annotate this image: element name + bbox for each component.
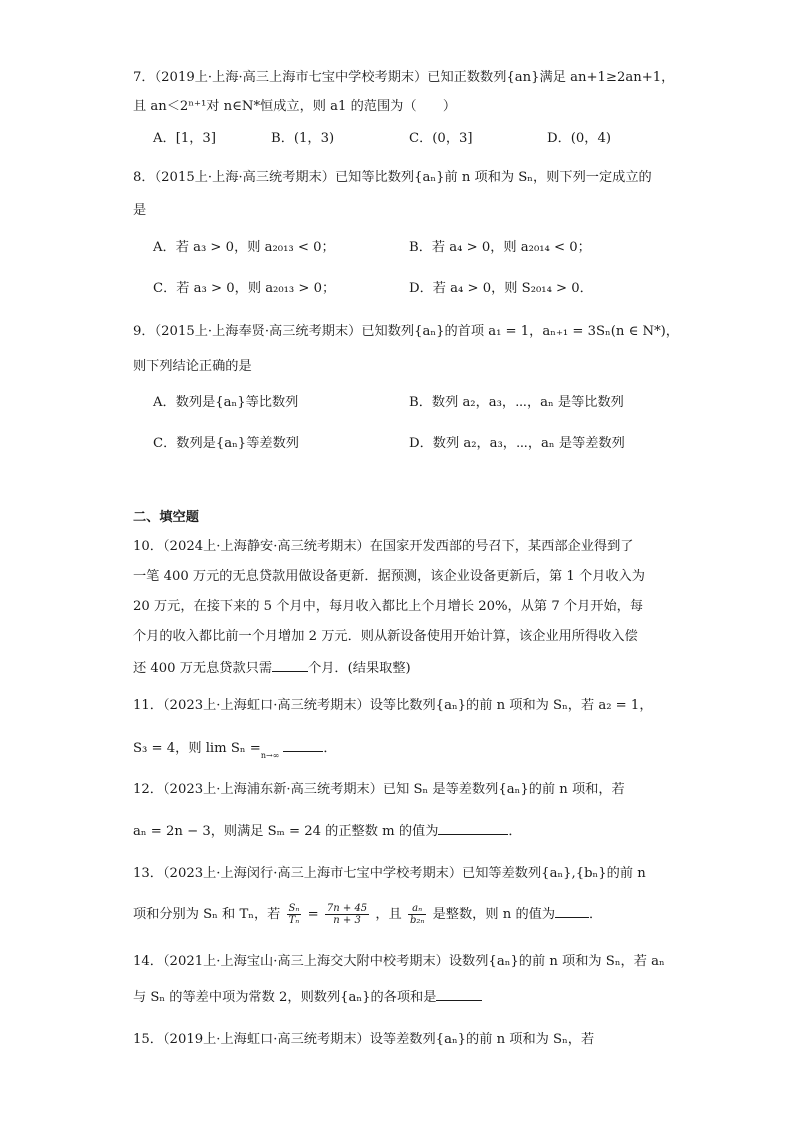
q13-line2-post: 是整数，则 n 的值为 — [432, 907, 556, 922]
q13-fraction-a-over-b — [408, 903, 426, 926]
q11-line2 — [133, 737, 673, 766]
q12-answer-blank[interactable] — [438, 820, 508, 835]
q15-line1: 15．（2019上·上海虹口·高三统考期末）设等差数列{aₙ}的前 n 项和为 Sₙ，若 — [133, 1032, 595, 1047]
q14-line2 — [133, 986, 673, 1008]
q8-option-d: D．若 a₄ > 0，则 S₂₀₁₄ > 0． — [409, 281, 593, 296]
q8-stem-line2: 是 — [133, 203, 147, 218]
q8-option-b: B．若 a₄ > 0，则 a₂₀₁₄ < 0； — [409, 240, 591, 255]
q9-option-d: D．数列 a₂，a₃，⋯，aₙ 是等差数列 — [409, 436, 625, 451]
q13-line2 — [133, 900, 673, 930]
q11-line1: 11．（2023上·上海虹口·高三统考期末）设等比数列{aₙ}的前 n 项和为 Sₙ，若 a₂ = 1， — [133, 698, 653, 713]
q10-line1: 10．（2024上·上海静安·高三统考期末）在国家开发西部的号召下，某西部企业得到了 — [133, 539, 634, 554]
q12-line2-post: ． — [508, 824, 522, 839]
q7-stem-line2: 且 an＜2ⁿ⁺¹对 n∈N*恒成立，则 a1 的范围为（ ） — [133, 99, 457, 114]
q13-frac1-den: Tₙ — [288, 915, 300, 926]
q9-option-c: C．数列是{aₙ}等差数列 — [153, 436, 299, 451]
q13-line1: 13．（2023上·上海闵行·高三上海市七宝中学校考期末）已知等差数列{aₙ},{bₙ}的前 n — [133, 866, 646, 881]
q11-answer-blank[interactable] — [283, 737, 323, 752]
q13-fraction-s-over-t — [287, 903, 302, 926]
q7-option-d: D．(0，4) — [547, 131, 612, 146]
q13-frac2-num: 7n + 45 — [326, 903, 368, 914]
q13-frac1-num: Sₙ — [288, 903, 300, 914]
q13-fraction-ratio — [325, 903, 369, 926]
q13-frac2-den: n + 3 — [333, 915, 361, 926]
q7-option-c: C．(0，3] — [409, 131, 473, 146]
q13-equals: = — [307, 907, 319, 922]
q10-line5-post: 个月．(结果取整) — [308, 661, 411, 676]
q8-stem-line1: 8．（2015上·上海·高三统考期末）已知等比数列{aₙ}前 n 项和为 Sₙ，则下列一定成立的 — [133, 170, 652, 185]
q12-line1: 12．（2023上·上海浦东新·高三统考期末）已知 Sₙ 是等差数列{aₙ}的前 n 项和，若 — [133, 782, 625, 797]
q8-option-a: A．若 a₃ > 0，则 a₂₀₁₃ < 0； — [153, 240, 335, 255]
q11-limit-subscript: n→∞ — [260, 751, 280, 760]
q10-line3: 20 万元，在接下来的 5 个月中，每月收入都比上个月增长 20%，从第 7 个月开始，每 — [133, 599, 644, 614]
q12-line2-pre: aₙ = 2n − 3，则满足 Sₘ = 24 的正整数 m 的值为 — [133, 824, 439, 839]
q7-option-a: A．[1，3] — [153, 131, 216, 146]
q13-frac3-num: aₙ — [408, 903, 426, 915]
q13-end: ． — [589, 907, 603, 922]
q7-stem-line1: 7．（2019上·上海·高三上海市七宝中学校考期末）已知正数数列{an}满足 an+1≥2an+1， — [133, 70, 675, 85]
q9-stem-line1: 9．（2015上·上海奉贤·高三统考期末）已知数列{aₙ}的首项 a₁ = 1，aₙ₊₁ = 3Sₙ(n ∈ N*)， — [133, 324, 679, 339]
q14-line2-pre: 与 Sₙ 的等差中项为常数 2，则数列{aₙ}的各项和是 — [133, 990, 437, 1005]
section-heading: 二、填空题 — [133, 510, 199, 525]
q9-option-b: B．数列 a₂，a₃，⋯，aₙ 是等比数列 — [409, 395, 624, 410]
q13-frac3-den: b₂ₙ — [409, 915, 425, 926]
q10-line5 — [133, 657, 673, 679]
q9-stem-line2: 则下列结论正确的是 — [133, 359, 252, 374]
q10-line2: 一笔 400 万元的无息贷款用做设备更新．据预测，该企业设备更新后，第 1 个月收入为 — [133, 569, 645, 584]
q11-line2-post: ． — [323, 741, 337, 756]
q10-line4: 个月的收入都比前一个月增加 2 万元．则从新设备使用开始计算，该企业用所得收入偿 — [133, 629, 638, 644]
q8-option-c: C．若 a₃ > 0，则 a₂₀₁₃ > 0； — [153, 281, 336, 296]
q7-option-b: B．(1，3) — [271, 131, 335, 146]
q14-answer-blank[interactable] — [436, 986, 482, 1001]
q12-line2 — [133, 820, 673, 842]
q9-option-a: A．数列是{aₙ}等比数列 — [153, 395, 299, 410]
q10-line5-pre: 还 400 万无息贷款只需 — [133, 661, 273, 676]
q10-answer-blank[interactable] — [272, 657, 308, 672]
q11-line2-pre: S₃ = 4，则 lim Sₙ = — [133, 741, 261, 756]
q13-mid: ，且 — [375, 907, 402, 922]
q13-line2-pre: 项和分别为 Sₙ 和 Tₙ，若 — [133, 907, 281, 922]
q13-answer-blank[interactable] — [555, 903, 589, 918]
q14-line1: 14．（2021上·上海宝山·高三上海交大附中校考期末）设数列{aₙ}的前 n 项和为 Sₙ，若 aₙ — [133, 954, 665, 969]
